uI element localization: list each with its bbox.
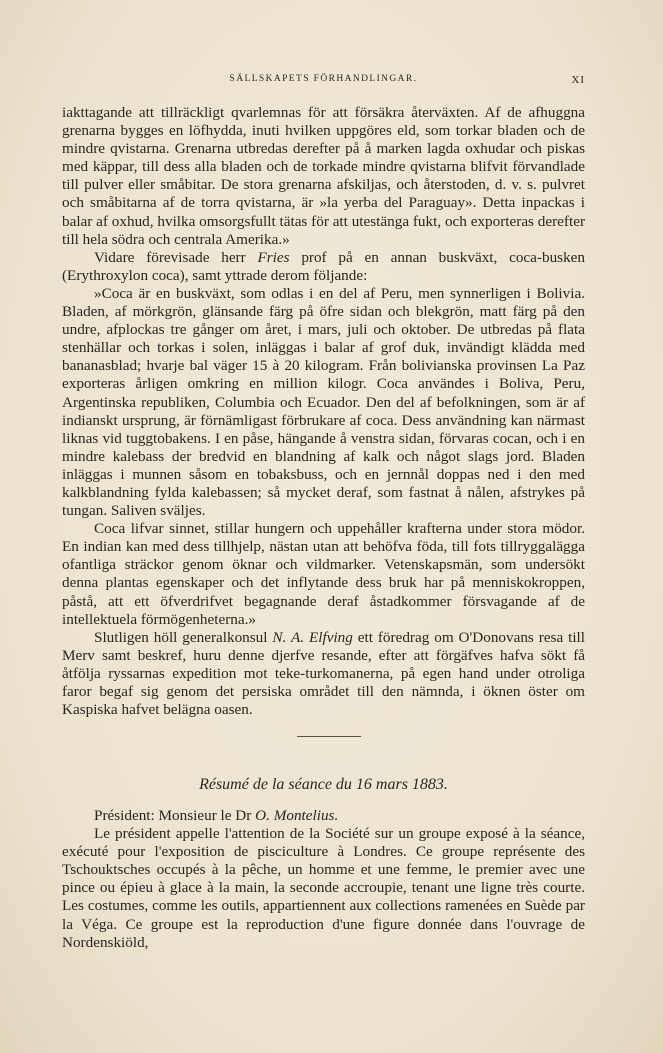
text-run: Slutligen höll generalkonsul	[94, 628, 273, 646]
text-run: ett föredrag om O'Donovans resa till Merv samt beskref, huru denne djerfve resande, efter att förgäfves hafva sökt få åtfölja ryssarnas expedition mot teke-turkomanerna, på egen hand under otroliga faror begaf sig genom det persiska området till den nämnda, i öknen öster om Kaspiska hafvet belägna oasen.	[62, 628, 585, 719]
president-label: Président: Monsieur le Dr	[94, 807, 256, 824]
paragraph-elfving-lecture	[62, 629, 585, 719]
paragraph-yerba-continued: iakttagande att tillräckligt qvarlemnas för att försäkra återväxten. Af de afhuggna grenarna bygges en löfhydda, inuti hvilken uppgöres eld, som torkar bladen och de mindre qvistarna. Grenarna utbredas derefter på å marken lagda oxhudar och piskas med käppar, till dess alla bladen och de torkade mindre qvistarna blifvit förvandlade till pulver eller småbitar. De stora grenarna afskiljas, och återstoden, d. v. s. pulvret och småbitarna af de torra qvistarna, är »la yerba del Paraguay». Detta inpackas i balar af oxhud, hvilka omsorgsfullt tätas för att utestänga fukt, och exporteras derefter till hela södra och centrala Amerika.»	[62, 104, 585, 248]
person-name-fries: Fries	[257, 248, 290, 266]
paragraph-coca-description: »Coca är en buskväxt, som odlas i en del af Peru, men synnerligen i Bolivia. Bladen, af mörkgrön, glänsande färg på öfre sidan och blekgrön, matt färg på den undre, afplockas tre gånger om året, i mars, juli och oktober. De utbredas på flata stenhällar och torkas i solen, inläggas i balar af grof duk, invändigt klädda med bananasblad; hvarje bal väger 15 à 20 kilogram. Från bolivianska provinsen La Paz exporteras årligen omkring en million kilogr. Coca användes i Boliva, Peru, Argentinska republiken, Columbia och Ecuador. Den del af befolkningen, som är af indianskt ursprung, är förnämligast förbrukare af coca. Dess användning kan närmast liknas vid tuggtobakens. I en påse, hängande å venstra sidan, förvaras cocan, och i en mindre kalebass der bredvid en blandning af kalk och något slags jord. Bladen inläggas i munnen såsom en tobaksbuss, och en jernnål doppas ned i den med kalkblandning fylda kalebassen; så mycket deraf, som fastnat å nålen, afstrykes på tungan. Saliven sväljes.	[62, 284, 585, 520]
french-section-title: Résumé de la séance du 16 mars 1883.	[199, 776, 448, 793]
paragraph-coca-effects: Coca lifvar sinnet, stillar hungern och uppehåller krafterna under stora mödor. En indian kan med dess tillhjelp, nästan utan att behöfva föda, till fots tillryggalägga ofantliga sträckor genom öknar och vildmarker. Vetenskapsmän, som undersökt denna plantas egenskaper och det inflytande dess bruk har på menniskokroppen, påstå, att ett öfverdrifvet begagnande deraf åstadkommer försvagande af de intellektuela förmögenheterna.»	[62, 520, 585, 628]
french-section	[62, 807, 585, 952]
paragraph-french-group: Le président appelle l'attention de la Société sur un groupe exposé à la séance, exécuté pour l'exposition de pisciculture à Londres. Ce groupe représente des Tschouktsches occupés à la pêche, un homme et une femme, le premier avec une pince ou épieu à glace à la main, la seconde accroupie, tenant une ligne très courte. Les costumes, comme les outils, appartiennent aux collections ramenées en Suède par la Véga. Ce groupe est la reproduction d'une figure donnée dans l'ouvrage de Nordenskiöld,	[62, 825, 585, 951]
text-run: Vidare förevisade herr	[94, 248, 258, 266]
person-name-elfving: N. A. Elfving	[272, 628, 353, 646]
swedish-section	[62, 104, 585, 719]
page-number: XI	[571, 74, 585, 86]
running-title: SÄLLSKAPETS FÖRHANDLINGAR.	[229, 74, 418, 84]
president-name: O. Montelius.	[255, 807, 339, 824]
text-run: prof på en annan buskväxt, coca-busken (Erythroxylon coca), samt yttrade derom följande:	[62, 248, 586, 284]
president-line	[62, 807, 585, 825]
paragraph-fries-intro	[62, 249, 585, 285]
section-divider	[297, 736, 361, 737]
page-header	[62, 74, 585, 92]
